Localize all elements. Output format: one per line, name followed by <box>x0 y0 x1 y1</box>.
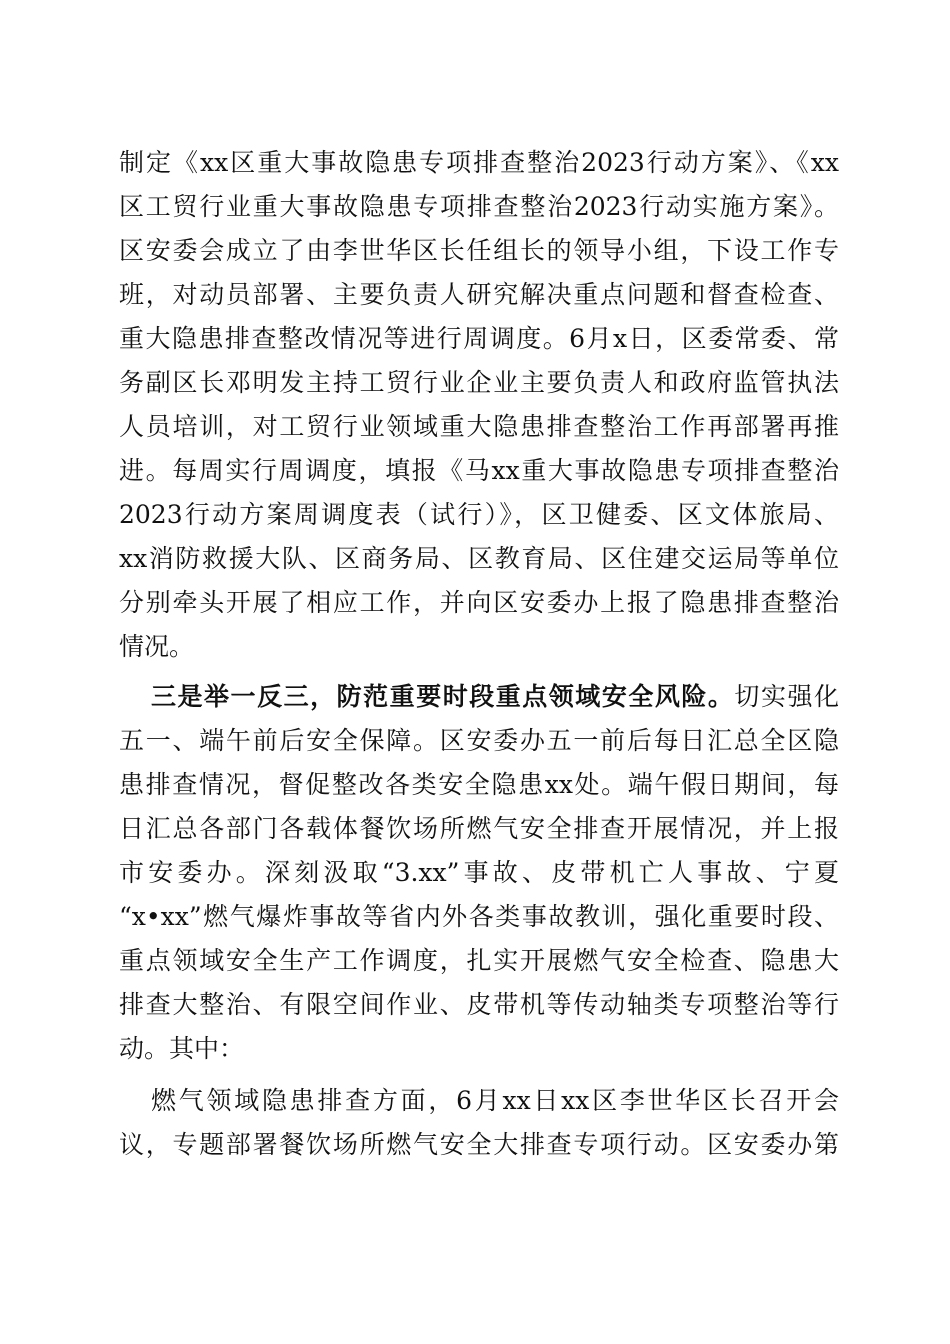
text-line: 制定《xx区重大事故隐患专项排查整治2023行动方案》、《xx <box>119 148 839 177</box>
text-line: 市安委办。深刻汲取“3.xx”事故、皮带机亡人事故、宁夏 <box>119 858 839 887</box>
text-line: 区工贸行业重大事故隐患专项排查整治2023行动实施方案》。 <box>119 192 839 221</box>
text-line: 重大隐患排查整改情况等进行周调度。6月x日，区委常委、常 <box>119 324 839 353</box>
text-line: 2023行动方案周调度表（试行）》，区卫健委、区文体旅局、 <box>119 500 839 529</box>
text-line: “x•xx”燃气爆炸事故等省内外各类事故教训，强化重要时段、 <box>119 902 839 931</box>
text-line: 五一、端午前后安全保障。区安委办五一前后每日汇总全区隐 <box>119 726 839 755</box>
text-line: xx消防救援大队、区商务局、区教育局、区住建交运局等单位 <box>119 544 839 573</box>
section-3-first-line-rest: 切实强化 <box>734 682 839 711</box>
text-line: 日汇总各部门各载体餐饮场所燃气安全排查开展情况，并上报 <box>119 814 839 843</box>
text-line: 班，对动员部署、主要负责人研究解决重点问题和督查检查、 <box>119 280 839 309</box>
text-line: 排查大整治、有限空间作业、皮带机等传动轴类专项整治等行 <box>119 990 839 1019</box>
section-3-heading: 三是举一反三，防范重要时段重点领域安全风险。 <box>151 682 735 711</box>
text-line: 情况。 <box>119 632 195 661</box>
text-line: 分别牵头开展了相应工作，并向区安委办上报了隐患排查整治 <box>119 588 839 617</box>
text-line: 进。每周实行周调度，填报《马xx重大事故隐患专项排查整治 <box>119 456 839 485</box>
text-line: 患排查情况，督促整改各类安全隐患xx处。端午假日期间，每 <box>119 770 839 799</box>
text-line: 动。其中： <box>119 1034 245 1063</box>
text-line: 重点领域安全生产工作调度，扎实开展燃气安全检查、隐患大 <box>119 946 839 975</box>
text-line: 燃气领域隐患排查方面，6月xx日xx区李世华区长召开会 <box>151 1086 839 1115</box>
text-line: 人员培训，对工贸行业领域重大隐患排查整治工作再部署再推 <box>119 412 839 441</box>
section-3-first-line <box>151 675 839 719</box>
text-line: 议，专题部署餐饮场所燃气安全大排查专项行动。区安委办第 <box>119 1130 839 1159</box>
text-line: 务副区长邓明发主持工贸行业企业主要负责人和政府监管执法 <box>119 368 839 397</box>
text-line: 区安委会成立了由李世华区长任组长的领导小组，下设工作专 <box>119 236 839 265</box>
